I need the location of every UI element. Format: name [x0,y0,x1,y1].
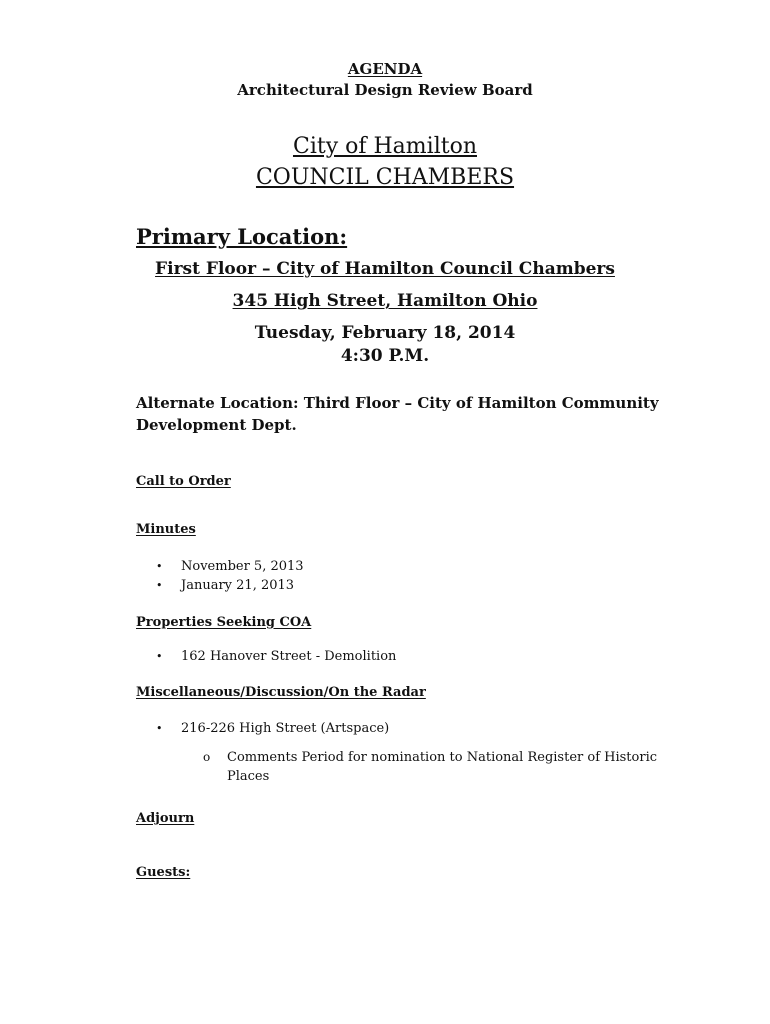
list-item [156,578,294,593]
section-minutes: Minutes [136,522,196,537]
misc-subitem: Comments Period for nomination to National Register of Historic Places [227,750,658,784]
list-item [156,559,304,574]
agenda-title: AGENDA [347,60,423,78]
misc-item: 216-226 High Street (Artspace) [181,721,390,736]
section-guests: Guests: [136,865,191,880]
alternate-location: Alternate Location: Third Floor – City of Hamilton Community Development Dept. [136,394,659,434]
bullet-icon: • [156,650,163,663]
bullet-icon: • [156,722,163,735]
chambers-title: COUNCIL CHAMBERS [255,165,515,190]
section-call-to-order: Call to Order [136,474,231,489]
meeting-time: 4:30 P.M. [340,346,430,366]
primary-location-address: 345 High Street, Hamilton Ohio [232,291,538,311]
minutes-item: November 5, 2013 [181,559,304,574]
minutes-item: January 21, 2013 [181,578,295,593]
primary-location-floor: First Floor – City of Hamilton Council Chambers [155,259,615,279]
bullet-icon: • [156,579,163,592]
list-item [156,721,389,736]
section-properties-seeking-coa: Properties Seeking COA [136,615,312,630]
board-name: Architectural Design Review Board [237,81,533,99]
list-item [156,649,396,664]
city-name: City of Hamilton [292,134,477,159]
primary-location-label: Primary Location: [136,224,348,249]
coa-item: 162 Hanover Street - Demolition [181,649,397,664]
circle-bullet-icon: o [203,750,211,764]
section-adjourn: Adjourn [136,811,195,826]
bullet-icon: • [156,560,163,573]
meeting-date: Tuesday, February 18, 2014 [254,323,516,343]
sub-list-item [203,748,663,786]
section-miscellaneous: Miscellaneous/Discussion/On the Radar [136,685,426,700]
